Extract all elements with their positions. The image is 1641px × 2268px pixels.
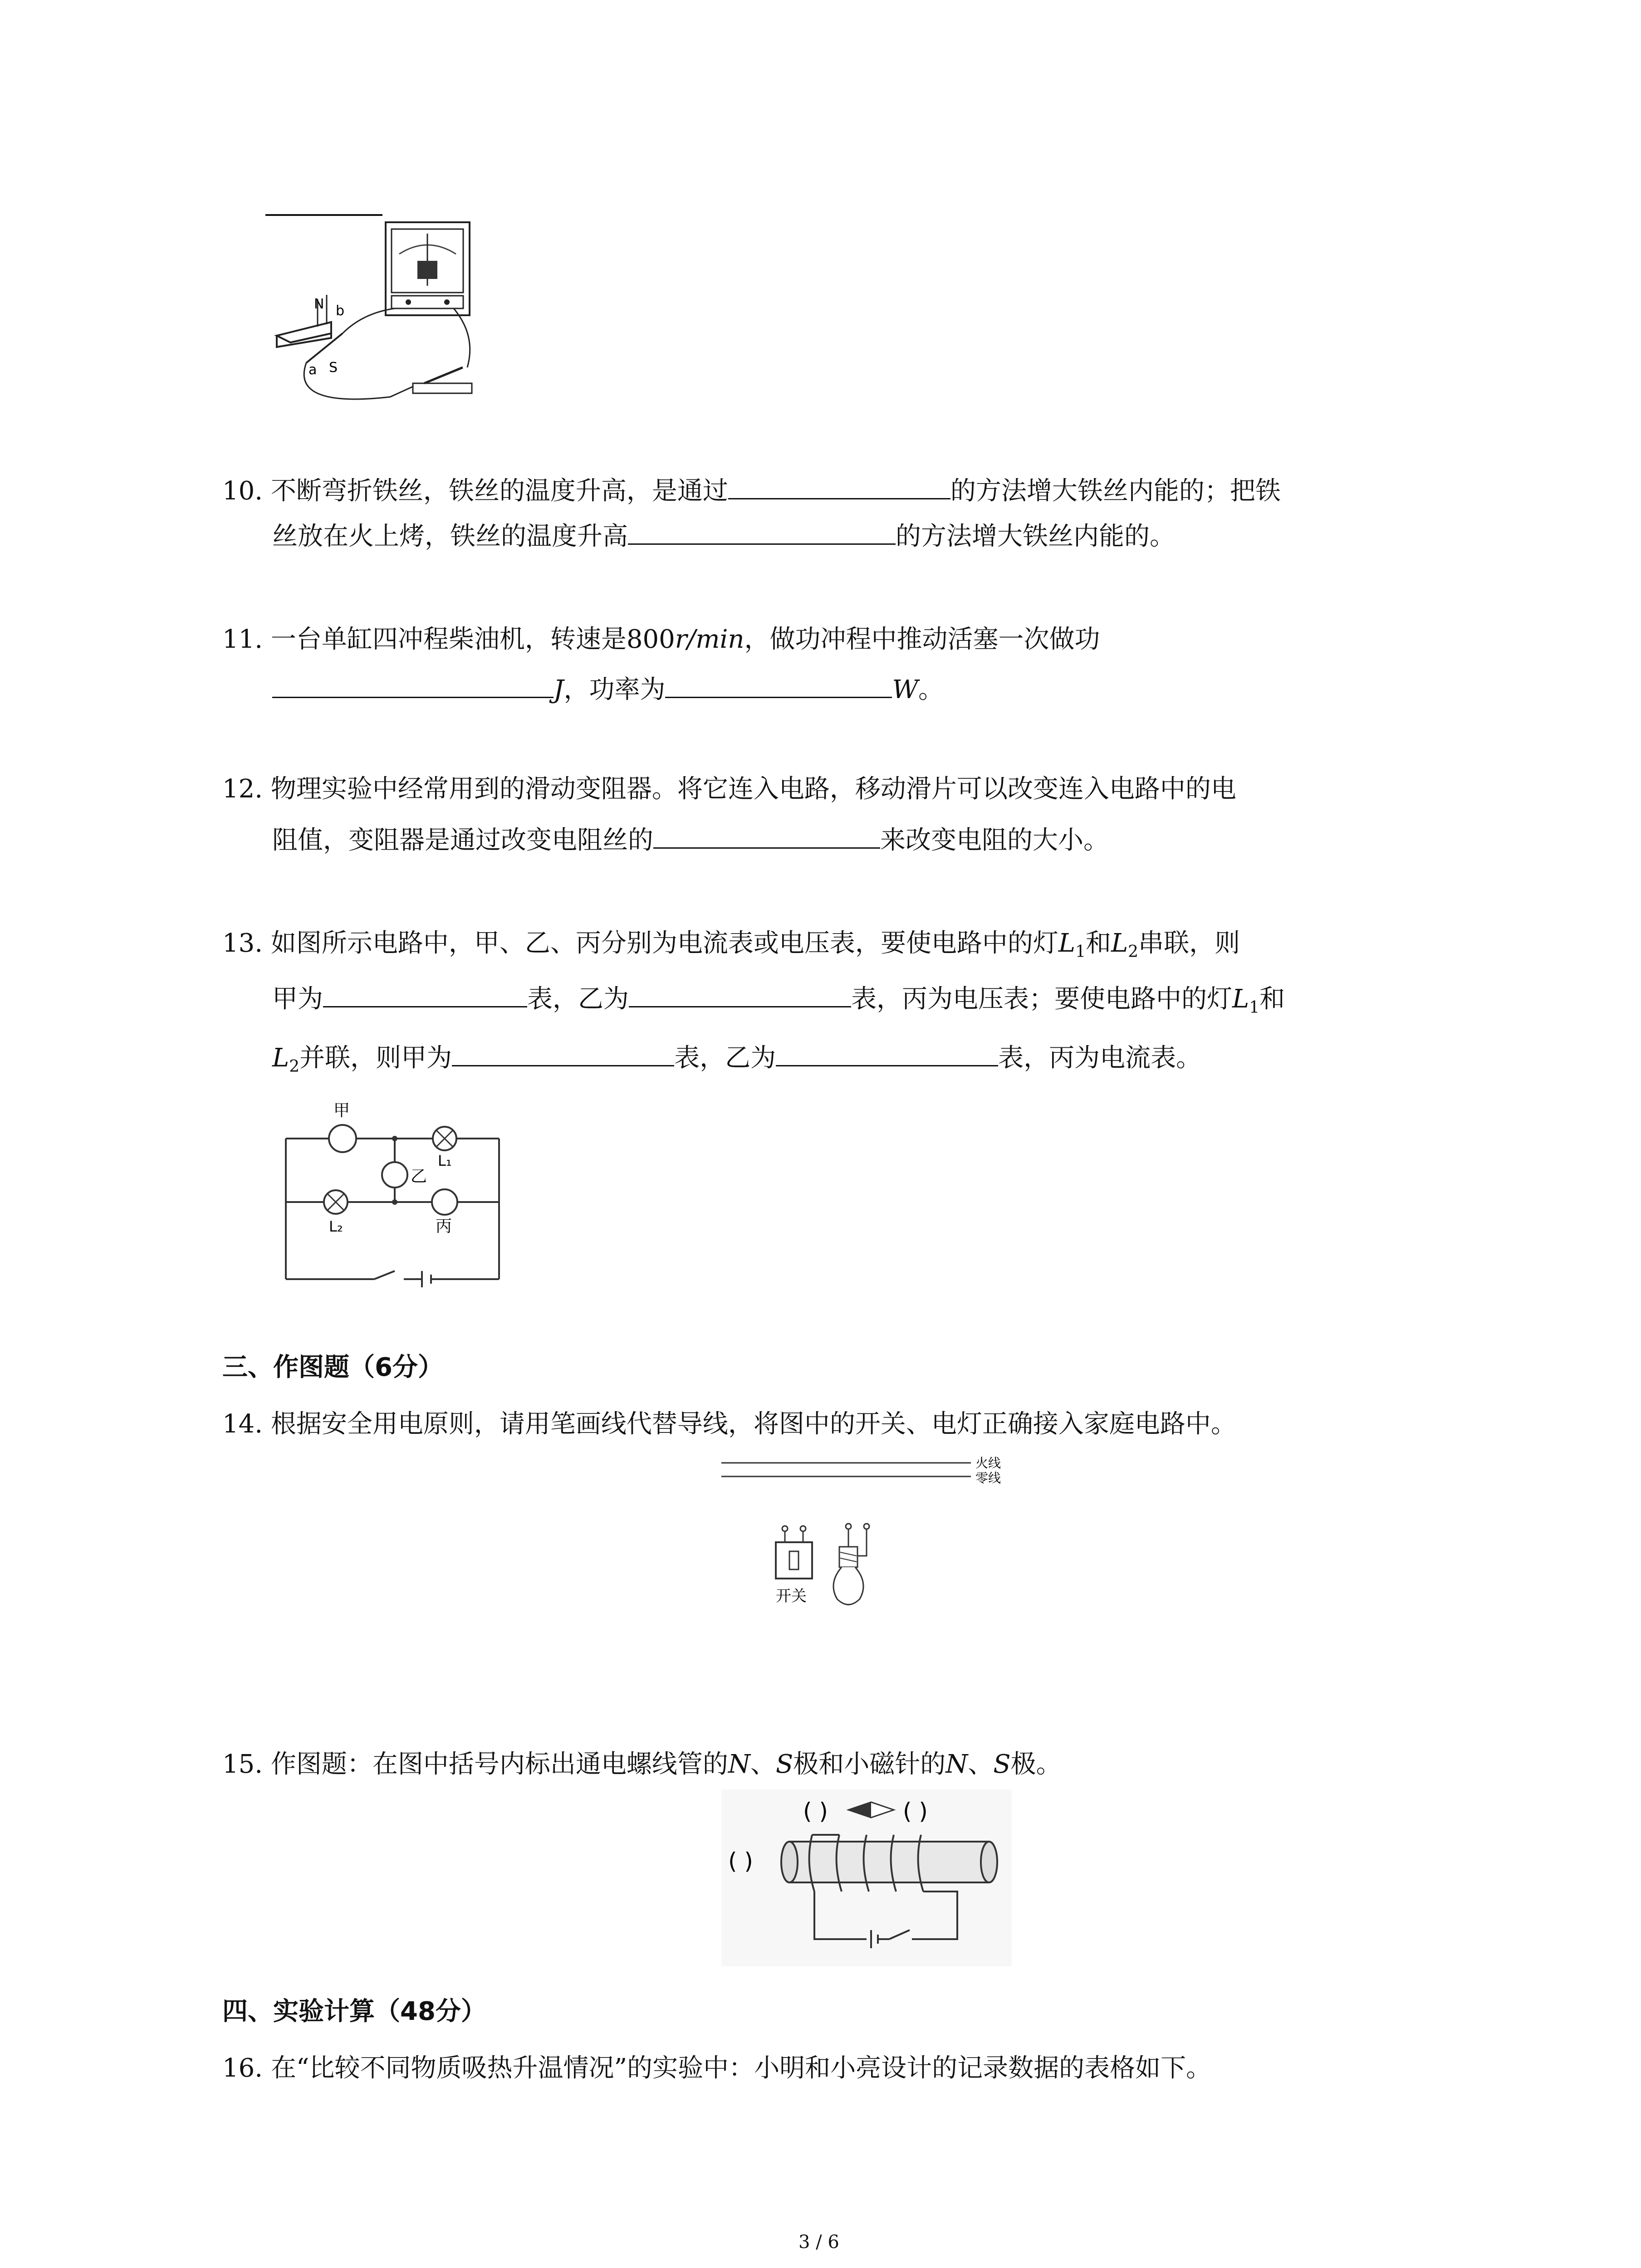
- q10-text-4: 的方法增大铁丝内能的。: [896, 522, 1175, 551]
- q11-unit: r/min: [675, 625, 745, 654]
- bulb-icon: [833, 1524, 869, 1605]
- page-number: 3 / 6: [798, 2232, 839, 2253]
- question-11: [222, 621, 1100, 658]
- question-14: [222, 1406, 1236, 1442]
- neutral-wire-label: 零线: [975, 1471, 1001, 1486]
- q11-number: 11.: [222, 625, 263, 654]
- paren-needle-right: ( ): [903, 1798, 928, 1824]
- q13-text-7: 表，乙为: [674, 1043, 776, 1073]
- q12-number: 12.: [222, 774, 263, 804]
- q13-blank-3[interactable]: [452, 1039, 674, 1066]
- q16-number: 16.: [222, 2053, 263, 2083]
- conductor-label-b: b: [336, 303, 345, 319]
- q13-text-4: 表，乙为: [527, 984, 629, 1014]
- paren-solenoid: ( ): [728, 1848, 753, 1874]
- q14-text-1: 根据安全用电原则，请用笔画线代替导线，将图中的开关、电灯正确接入家庭电路中。: [270, 1409, 1236, 1439]
- paren-needle-left: ( ): [803, 1798, 828, 1824]
- question-12: [222, 771, 1236, 807]
- question-16: [222, 2050, 1211, 2087]
- q12-text-3: 来改变电阻的大小。: [880, 826, 1109, 855]
- q13-lamp-l: L: [1111, 929, 1128, 958]
- q15-number: 15.: [222, 1750, 263, 1779]
- label-bing: 丙: [436, 1217, 452, 1236]
- meter-jia: [329, 1125, 356, 1152]
- q13-and: 和: [1259, 984, 1285, 1014]
- answer-blank-q9: [265, 214, 382, 216]
- q13-blank-1[interactable]: [323, 980, 527, 1007]
- q10-blank-2[interactable]: [628, 517, 896, 545]
- q13-sub-2: 2: [289, 1057, 300, 1076]
- meter-yi: [382, 1162, 407, 1188]
- q15-text-2: 极和小磁针的: [793, 1750, 946, 1779]
- q13-sub-2: 2: [1128, 943, 1139, 962]
- question-15: [222, 1746, 1062, 1783]
- q13-lamp-l: L: [272, 1043, 289, 1073]
- question-13-line-3: [272, 1039, 1201, 1085]
- q13-lamp-l: L: [1058, 929, 1076, 958]
- section-4-title: 四、实验计算（48分）: [222, 1997, 486, 2026]
- q13-sub-1: 1: [1249, 998, 1260, 1017]
- q15-text-3: 极。: [1010, 1750, 1062, 1779]
- q10-text-1: 不断弯折铁丝，铁丝的温度升高，是通过: [270, 476, 728, 506]
- q10-text-3: 丝放在火上烤，铁丝的温度升高: [272, 522, 628, 551]
- label-yi: 乙: [411, 1167, 427, 1186]
- question-12-line-2: [272, 821, 1109, 859]
- q12-text-2: 阻值，变阻器是通过改变电阻丝的: [272, 826, 653, 855]
- label-l1: L₁: [438, 1152, 452, 1169]
- q12-text-1: 物理实验中经常用到的滑动变阻器。将它连入电路，移动滑片可以改变连入电路中的电: [270, 774, 1236, 804]
- q11-text-3: ，功率为: [563, 675, 666, 704]
- galvanometer-figure: [263, 218, 517, 408]
- q13-blank-2[interactable]: [629, 980, 851, 1007]
- q13-number: 13.: [222, 929, 263, 958]
- q13-text-5: 表，丙为电压表；要使电路中的灯: [851, 984, 1232, 1014]
- q13-lamp-l: L: [1232, 984, 1249, 1014]
- q10-blank-1[interactable]: [728, 472, 950, 499]
- section-3-title: 三、作图题（6分）: [222, 1353, 443, 1382]
- q13-text-8: 表，丙为电流表。: [998, 1043, 1202, 1073]
- conductor-label-a: a: [309, 362, 317, 378]
- q11-text-2: ，做功冲程中推动活塞一次做功: [744, 625, 1100, 654]
- q12-blank-1[interactable]: [653, 821, 880, 849]
- solenoid: [789, 1842, 989, 1882]
- q13-sub-1: 1: [1075, 943, 1086, 962]
- live-wire-label: 火线: [975, 1456, 1001, 1471]
- q13-blank-4[interactable]: [776, 1039, 998, 1066]
- household-circuit-figure: [717, 1447, 1025, 1619]
- q13-text-3: 甲为: [272, 984, 323, 1014]
- q13-and: 和: [1085, 929, 1111, 958]
- question-10-line-2: [272, 517, 1175, 555]
- q11-text-4: 。: [918, 675, 944, 704]
- magnet-label-n: N: [314, 296, 324, 312]
- q13-text-1: 如图所示电路中，甲、乙、丙分别为电流表或电压表，要使电路中的灯: [270, 929, 1058, 958]
- q16-text-1: 在“比较不同物质吸热升温情况”的实验中：小明和小亮设计的记录数据的表格如下。: [270, 2053, 1212, 2083]
- q15-sep: 、: [750, 1750, 776, 1779]
- q15-s: S: [993, 1750, 1011, 1779]
- question-13: [222, 925, 1240, 970]
- magnet-label-s: S: [329, 360, 338, 376]
- q15-sep: 、: [968, 1750, 994, 1779]
- label-l2: L₂: [329, 1218, 343, 1235]
- q11-text-1: 一台单缸四冲程柴油机，转速是800: [270, 625, 675, 654]
- question-10: [222, 472, 1281, 509]
- q10-text-2: 的方法增大铁丝内能的；把铁: [950, 476, 1281, 506]
- q13-text-2: 串联，则: [1138, 929, 1240, 958]
- q15-text-1: 作图题：在图中括号内标出通电螺线管的: [270, 1750, 728, 1779]
- meter-bing: [432, 1189, 457, 1215]
- q11-unit-w: W: [892, 675, 919, 704]
- label-jia: 甲: [333, 1101, 350, 1120]
- q11-blank-2[interactable]: [665, 670, 892, 698]
- q11-unit-j: J: [554, 675, 564, 704]
- circuit-diagram: [277, 1093, 513, 1288]
- solenoid-figure: [721, 1789, 1012, 1966]
- switch-label: 开关: [776, 1587, 807, 1605]
- q14-number: 14.: [222, 1409, 263, 1439]
- question-11-line-2: [272, 670, 944, 708]
- q11-blank-1[interactable]: [272, 670, 554, 698]
- q10-number: 10.: [222, 476, 263, 506]
- q15-n: N: [728, 1750, 750, 1779]
- q13-text-6: 并联，则甲为: [299, 1043, 452, 1073]
- q15-s: S: [775, 1750, 794, 1779]
- q15-n: N: [945, 1750, 968, 1779]
- question-13-line-2: [272, 980, 1285, 1026]
